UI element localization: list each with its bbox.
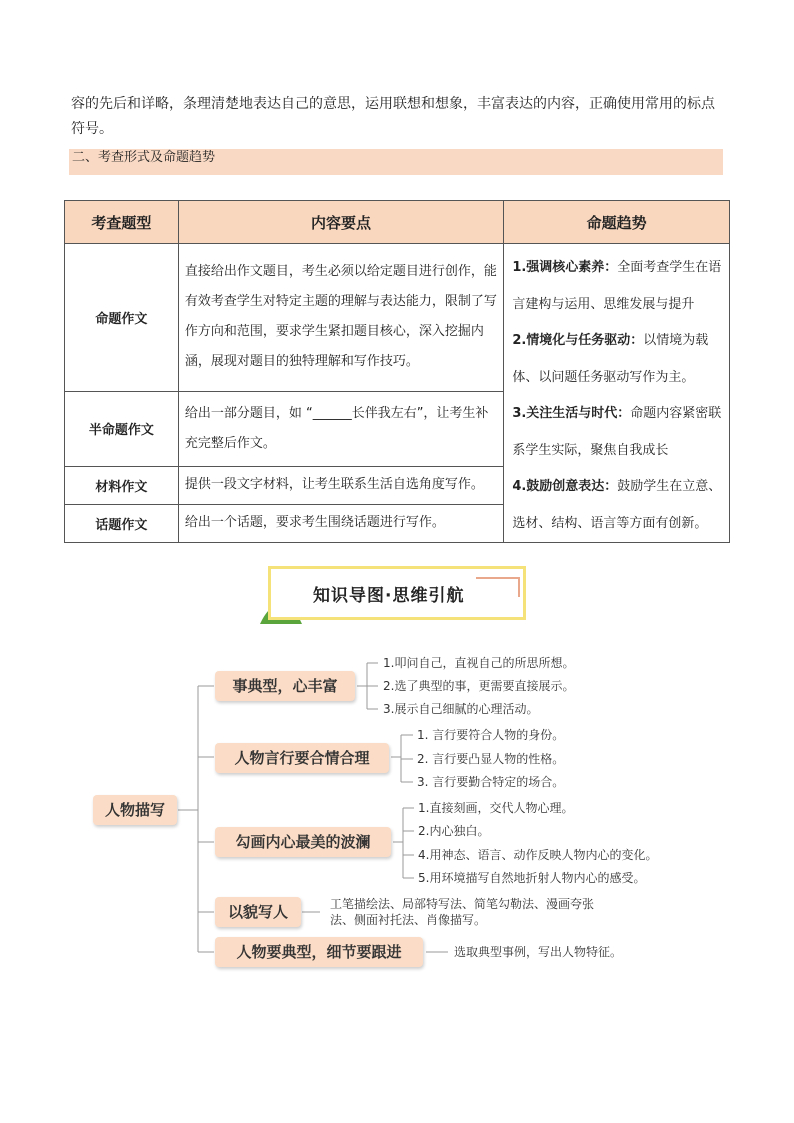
trend-body: 全面考查学生在语言建构与运用、思维发展与提升: [512, 260, 722, 312]
row-content: 提供一段文字材料，让考生联系生活自选角度写作。: [178, 466, 504, 504]
header-type: 考查题型: [65, 201, 179, 244]
mindmap-root: 人物描写: [93, 795, 177, 825]
trend-head: 3.关注生活与时代：: [512, 406, 631, 421]
mindmap-leaf: 1. 言行要符合人物的身份。: [417, 728, 565, 742]
intro-paragraph: [71, 92, 731, 142]
trend-item: [512, 469, 723, 542]
table-header-row: [65, 201, 730, 244]
row-content: 给出一个话题，要求考生围绕话题进行写作。: [178, 504, 504, 542]
row-content: 给出一部分题目，如 “______长伴我左右”，让考生补充完整后作文。: [178, 391, 504, 466]
trend-body: 以情境为载体、以问题任务驱动写作为主。: [512, 333, 709, 385]
row-content: 直接给出作文题目，考生必须以给定题目进行创作，能有效考查学生对特定主题的理解与表达能力，限制了写作方向和范围，要求学生紧扣题目核心，深入挖掘内涵，展现对题目的独特理解和写作技巧。: [178, 244, 504, 392]
mindmap-leaf: 1.直接刻画，交代人物心理。: [418, 801, 574, 815]
trend-body: 鼓励学生在立意、选材、结构、语言等方面有创新。: [512, 479, 722, 531]
trend-item: [512, 396, 723, 469]
mindmap-leaf: 3. 言行要勤合特定的场合。: [417, 775, 565, 789]
header-content: 内容要点: [178, 201, 504, 244]
mindmap-leaf: 2.选了典型的事，更需要直接展示。: [383, 679, 575, 693]
trend-item: [512, 323, 723, 396]
mindmap-branch-4: 以貌写人: [215, 897, 301, 927]
header-trend: 命题趋势: [504, 201, 730, 244]
mindmap-branch-1: 事典型，心丰富: [215, 671, 355, 701]
trend-body: 命题内容紧密联系学生实际，聚焦自我成长: [512, 406, 722, 458]
intro-line-2: 符号。: [71, 121, 113, 137]
banner-title: 知识导图·思维引航: [313, 586, 465, 606]
mindmap-leaf: 法、侧面衬托法、肖像描写。: [330, 913, 487, 927]
trend-head: 2.情境化与任务驱动：: [512, 333, 644, 348]
banner-decor-line: [476, 577, 518, 579]
banner-decor-tick: [518, 577, 520, 597]
mindmap-leaf: 5.用环境描写自然地折射人物内心的感受。: [418, 871, 646, 885]
mindmap-leaf: 2.内心独白。: [418, 824, 490, 838]
trend-head: 4.鼓励创意表达：: [512, 479, 618, 494]
mindmap-leaf: 选取典型事例，写出人物特征。: [454, 945, 623, 959]
row-type-name: 材料作文: [65, 466, 179, 504]
row-type-name: 半命题作文: [65, 391, 179, 466]
mindmap-leaf: 1.叩问自己，直视自己的所思所想。: [383, 656, 575, 670]
exam-form-table: [64, 200, 730, 543]
section-heading: 二、考查形式及命题趋势: [69, 149, 723, 175]
mindmap-branch-3: 勾画内心最美的波澜: [215, 827, 391, 857]
mindmap-leaf: 3.展示自己细腻的心理活动。: [383, 702, 539, 716]
trend-head: 1.强调核心素养：: [512, 260, 618, 275]
knowledge-map-banner: [268, 566, 526, 620]
trend-cell: [504, 244, 730, 543]
intro-line-1: 容的先后和详略，条理清楚地表达自己的意思，运用联想和想象，丰富表达的内容，正确使用常用的标点: [71, 96, 715, 112]
mindmap-leaf: 4.用神态、语言、动作反映人物内心的变化。: [418, 848, 658, 862]
row-type-name: 命题作文: [65, 244, 179, 392]
mindmap-leaf: 2. 言行要凸显人物的性格。: [417, 752, 565, 766]
mindmap-branch-5: 人物要典型，细节要跟进: [215, 937, 423, 967]
table-row: [65, 244, 730, 392]
mindmap-branch-2: 人物言行要合情合理: [215, 743, 389, 773]
mindmap-leaf: 工笔描绘法、局部特写法、简笔勾勒法、漫画夸张: [330, 897, 595, 911]
row-type-name: 话题作文: [65, 504, 179, 542]
blank-line: ______: [312, 405, 352, 421]
trend-item: [512, 250, 723, 323]
